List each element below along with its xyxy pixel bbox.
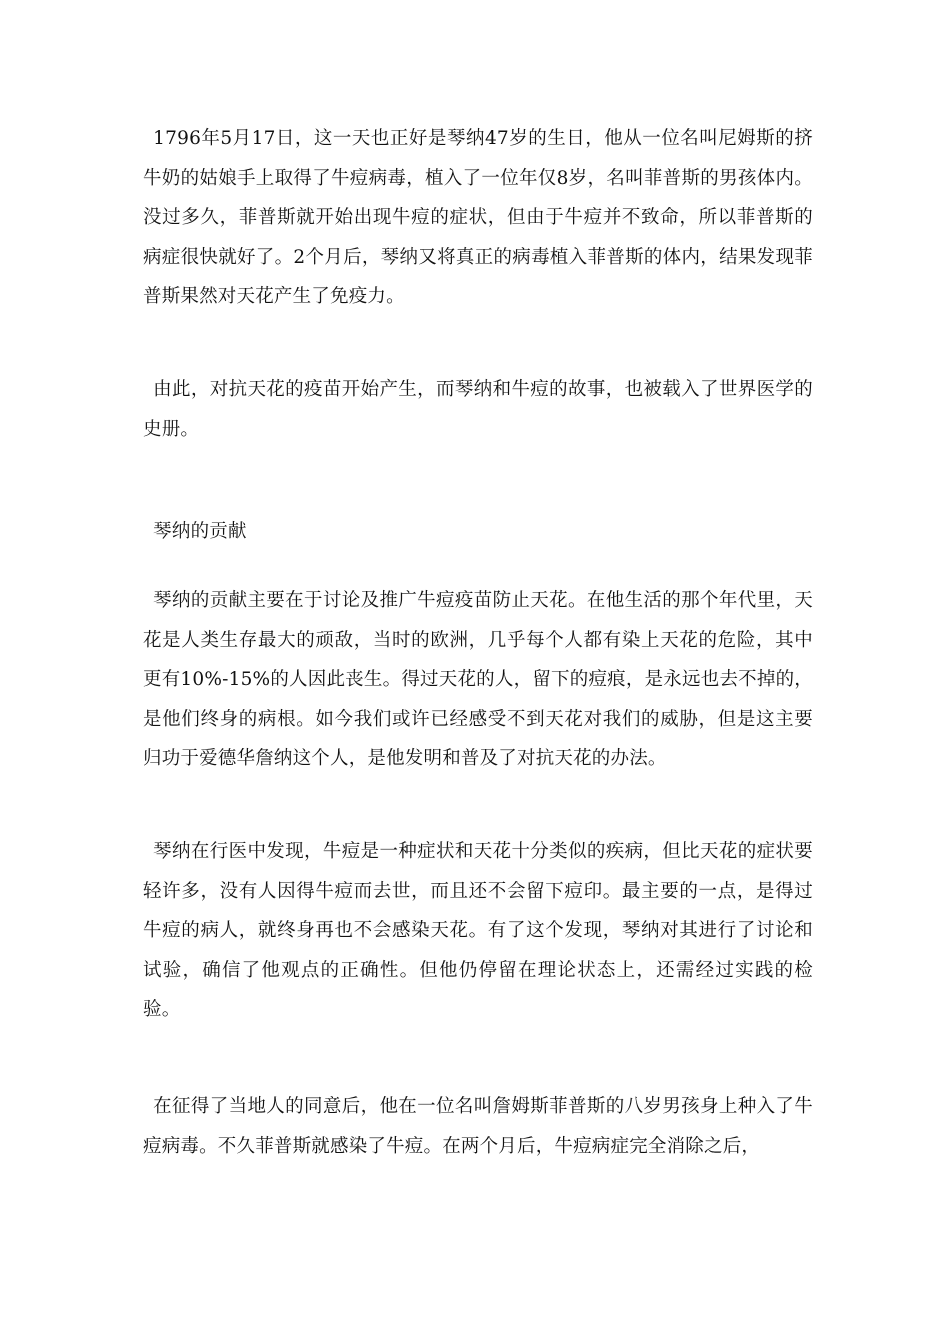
paragraph-experiment: 在征得了当地人的同意后，他在一位名叫詹姆斯菲普斯的八岁男孩身上种入了牛痘病毒。不久菲普斯就感染了牛痘。在两个月后，牛痘病症完全消除之后， [143, 1096, 813, 1157]
paragraph-discovery: 琴纳在行医中发现，牛痘是一种症状和天花十分类似的疾病，但比天花的症状要轻许多，没有人因得牛痘而去世，而且还不会留下痘印。最主要的一点，是得过牛痘的病人，就终身再也不会感染天花。有了这个发现，琴纳对其进行了讨论和试验，确信了他观点的正确性。但他仍停留在理论状态上，还需经过实践的检验。 [143, 841, 813, 1020]
paragraph-vaccine-origin: 由此，对抗天花的疫苗开始产生，而琴纳和牛痘的故事，也被载入了世界医学的史册。 [143, 379, 813, 440]
paragraph-contribution: 琴纳的贡献主要在于讨论及推广牛痘疫苗防止天花。在他生活的那个年代里，天花是人类生存最大的顽敌，当时的欧洲，几乎每个人都有染上天花的危险，其中更有10%-15%的人因此丧生。得过天花的人，留下的痘痕，是永远也去不掉的，是他们终身的病根。如今我们或许已经感受不到天花对我们的威胁，但是这主要归功于爱德华詹纳这个人，是他发明和普及了对抗天花的办法。 [143, 590, 813, 769]
paragraph-phipps-inoculation: 1796年5月17日，这一天也正好是琴纳47岁的生日，他从一位名叫尼姆斯的挤牛奶的姑娘手上取得了牛痘病毒，植入了一位年仅8岁，名叫菲普斯的男孩体内。没过多久，菲普斯就开始出现牛痘的症状，但由于牛痘并不致命，所以菲普斯的病症很快就好了。2个月后，琴纳又将真正的病毒植入菲普斯的体内，结果发现菲普斯果然对天花产生了免疫力。 [143, 128, 813, 307]
section-heading: 琴纳的贡献 [153, 521, 247, 542]
